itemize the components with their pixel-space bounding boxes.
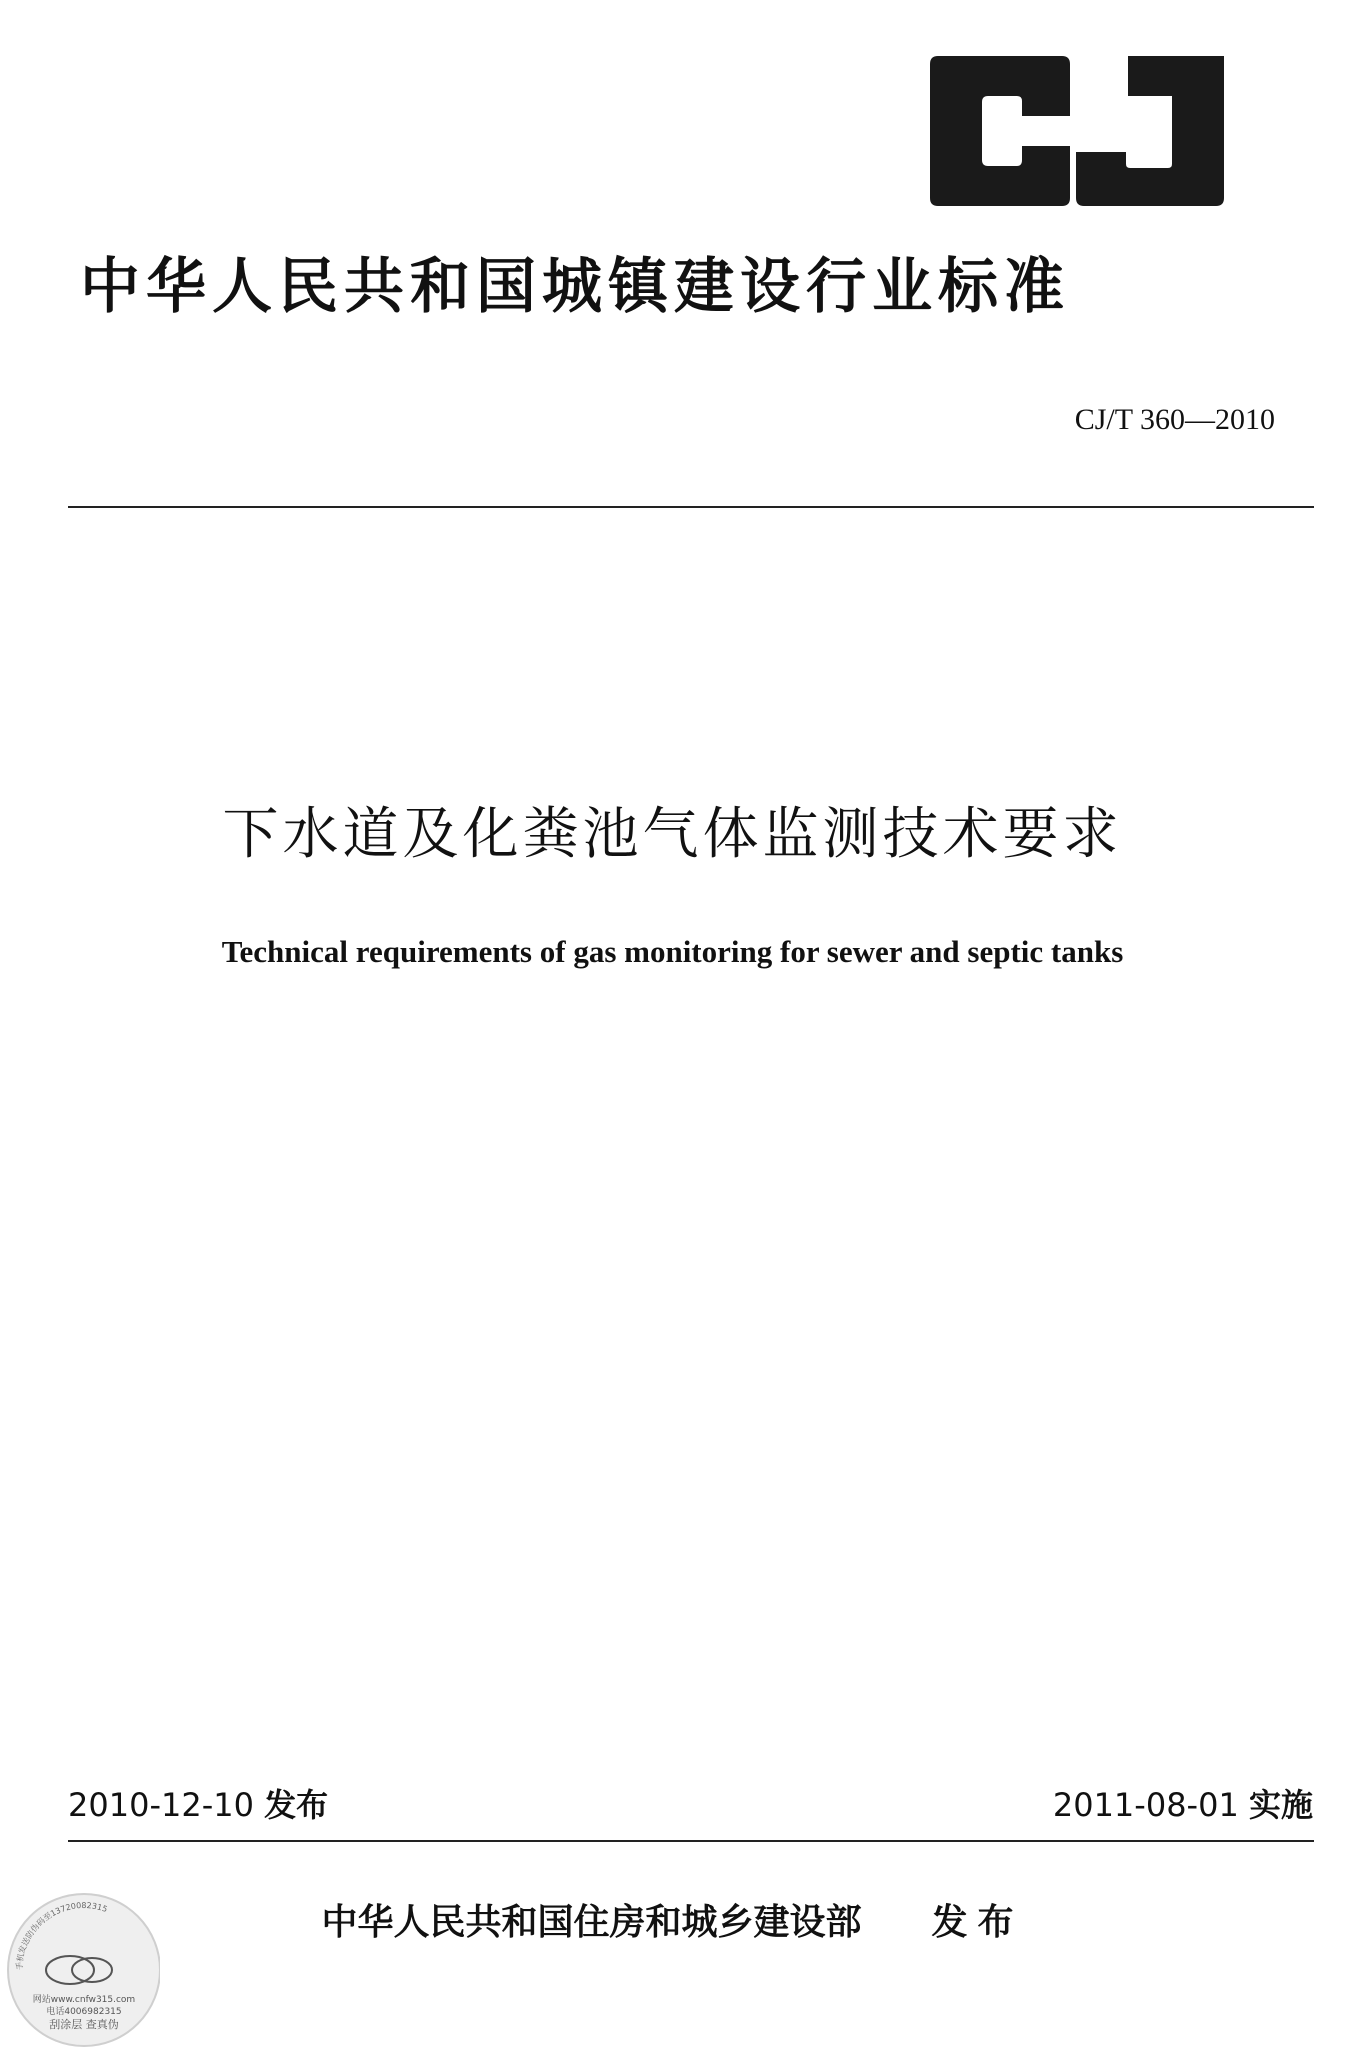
title-english: Technical requirements of gas monitoring for sewer and septic tanks <box>221 934 1124 969</box>
implementation-date: 2011-08-01 <box>1052 1786 1239 1824</box>
cj-logo <box>930 56 1224 206</box>
issue-label: 发布 <box>264 1786 329 1824</box>
title-chinese: 下水道及化粪池气体监测技术要求 <box>222 802 1123 867</box>
anti-counterfeit-seal-icon <box>0 1870 160 2048</box>
publisher-name: 中华人民共和国住房和城乡建设部 <box>321 1902 862 1943</box>
issue-date: 2010-12-10 <box>68 1786 254 1824</box>
seal-instruction: 刮涂层 查真伪 <box>49 2018 119 2031</box>
publisher-action: 发布 <box>931 1902 1024 1943</box>
organization-title: 中华人民共和国城镇建设行业标准 <box>80 252 1070 322</box>
seal-website: 网站www.cnfw315.com <box>32 1995 136 2005</box>
implementation-date-line <box>1053 1784 1313 1826</box>
top-divider <box>68 506 1314 508</box>
issue-date-line <box>68 1784 328 1826</box>
seal-phone: 电话4006982315 <box>46 2007 122 2017</box>
implementation-label: 实施 <box>1248 1786 1313 1824</box>
seal-ring-text: 手机发送防伪码至13720082315 <box>14 1901 109 1971</box>
publisher-line <box>0 1900 1345 1946</box>
bottom-divider <box>68 1840 1314 1842</box>
standard-number: CJ/T 360—2010 <box>1074 403 1275 436</box>
